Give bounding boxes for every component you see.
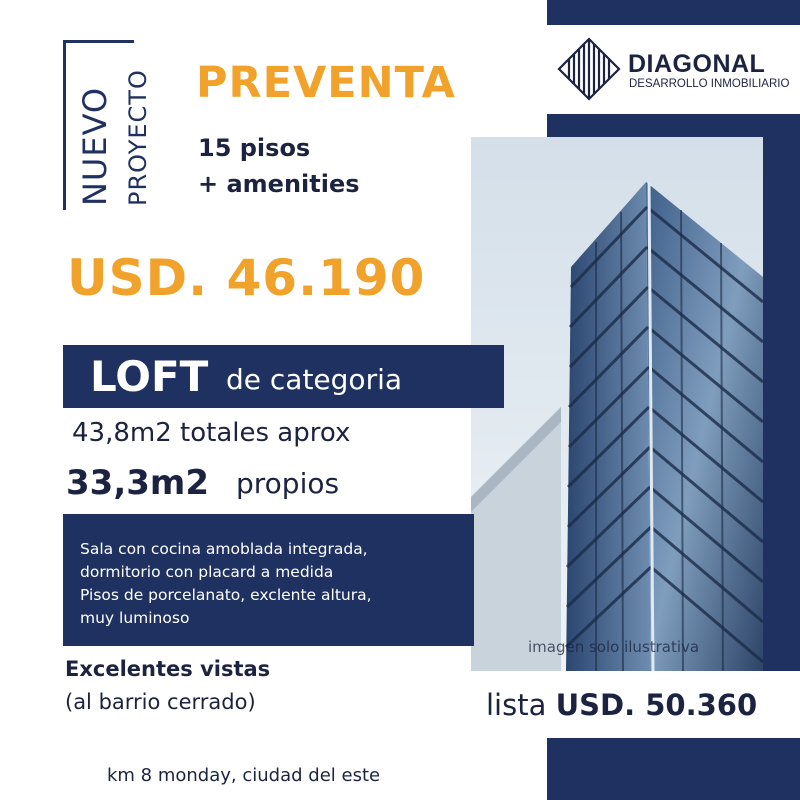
- own-area-value: 33,3m2: [66, 463, 209, 503]
- list-price-value: USD. 50.360: [555, 688, 758, 722]
- side-label-nuevo: NUEVO: [76, 86, 114, 206]
- description-line: Sala con cocina amoblada integrada,: [80, 540, 368, 558]
- building-photo: [471, 137, 763, 671]
- list-price: [486, 688, 757, 722]
- description-line: dormitorio con placard a medida: [80, 563, 334, 581]
- brand-tagline: DESARROLLO INMOBILIARIO: [629, 78, 790, 90]
- own-area-label: propios: [236, 467, 340, 500]
- list-price-prefix: lista: [486, 688, 547, 722]
- features: [198, 130, 360, 202]
- total-area: 43,8m2 totales aprox: [72, 418, 351, 448]
- brand-name: DIAGONAL: [628, 50, 766, 78]
- amenities-label: + amenities: [198, 170, 360, 198]
- unit-type: LOFT: [90, 352, 209, 401]
- headline: PREVENTA: [196, 58, 456, 108]
- description-line: Pisos de porcelanato, exclente altura,: [80, 586, 372, 604]
- side-label-proyecto: PROYECTO: [124, 69, 152, 206]
- views-title: Excelentes vistas: [65, 657, 271, 681]
- views-detail: (al barrio cerrado): [65, 690, 256, 714]
- diagonal-logo-icon: [555, 35, 623, 103]
- main-price: USD. 46.190: [67, 249, 426, 307]
- floors-count: 15 pisos: [198, 134, 311, 162]
- image-disclaimer: imagen solo ilustrativa: [528, 638, 700, 656]
- location: km 8 monday, ciudad del este: [107, 765, 381, 786]
- unit-type-suffix: de categoria: [226, 363, 403, 396]
- description-line: muy luminoso: [80, 609, 190, 627]
